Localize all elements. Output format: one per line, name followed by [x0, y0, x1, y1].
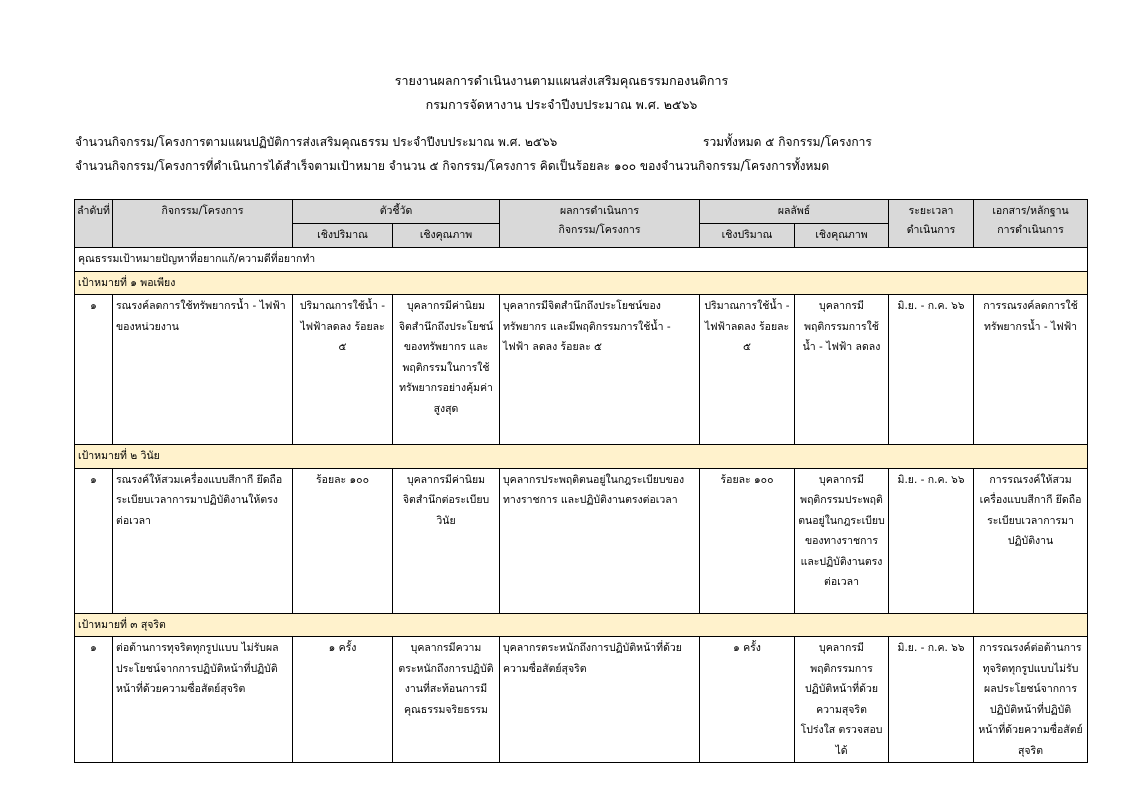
report-title: รายงานผลการดำเนินงานตามแผนส่งเสริมคุณธรรมกองนติการ: [394, 73, 729, 88]
goal-row: [75, 613, 1088, 637]
header-outcome-qty: เชิงปริมาณ: [700, 224, 795, 248]
cell-indicator-qty: ๑ ครั้ง: [293, 637, 393, 763]
cell-activity: ต่อต้านการทุจริตทุกรูปแบบ ไม่รับผลประโยชน์จากการปฏิบัติหน้าที่ปฏิบัติหน้าที่ด้วยความซื่อสัตย์สุจริต: [113, 637, 293, 763]
cell-evidence: การรณรงค์ลดการใช้ทรัพยากรน้ำ - ไฟฟ้า: [974, 295, 1088, 445]
table-row: [75, 468, 1088, 613]
header-period: ระยะเวลา ดำเนินการ: [889, 200, 974, 248]
cell-no: ๑: [75, 637, 113, 763]
cell-period: มิ.ย. - ก.ค. ๖๖: [889, 468, 974, 613]
cell-outcome-qty: ๑ ครั้ง: [700, 637, 795, 763]
header-no: ลำดับที่: [75, 200, 113, 248]
header-performance: ผลการดำเนินการ กิจกรรม/โครงการ: [500, 200, 700, 248]
header-indicator: ตัวชี้วัด: [293, 200, 500, 224]
report-subtitle: กรมการจัดหางาน ประจำปีงบประมาณ พ.ศ. ๒๕๖๖: [425, 97, 698, 112]
cell-performance: บุคลากรมีจิตสำนึกถึงประโยชน์ของทรัพยากร และมีพฤติกรรมการใช้น้ำ - ไฟฟ้า ลดลง ร้อยละ ๕: [500, 295, 700, 445]
cell-outcome-qty: ร้อยละ ๑๐๐: [700, 468, 795, 613]
cell-no: ๑: [75, 295, 113, 445]
cell-indicator-qty: ร้อยละ ๑๐๐: [293, 468, 393, 613]
cell-indicator-qty: ปริมาณการใช้น้ำ - ไฟฟ้าลดลง ร้อยละ ๕: [293, 295, 393, 445]
cell-period: มิ.ย. - ก.ค. ๖๖: [889, 637, 974, 763]
header-outcome-qual: เชิงคุณภาพ: [795, 224, 889, 248]
cell-no: ๑: [75, 468, 113, 613]
goal-label: เป้าหมายที่ ๓ สุจริต: [75, 613, 1088, 637]
cell-activity: รณรงค์ลดการใช้ทรัพยากรน้ำ - ไฟฟ้า ของหน่วยงาน: [113, 295, 293, 445]
cell-evidence: การรณรงค์ต่อต้านการทุจริตทุกรูปแบบไม่รับผลประโยชน์จากการปฏิบัติหน้าที่ปฏิบัติหน้าที่ด้วยความซื่อสัตย์สุจริต: [974, 637, 1088, 763]
cell-outcome-qual: บุคลากรมีพฤติกรรมการใช้น้ำ - ไฟฟ้า ลดลง: [795, 295, 889, 445]
cell-indicator-qual: บุคลากรมีค่านิยม จิตสำนึกต่อระเบียบวินัย: [393, 468, 500, 613]
table-row: [75, 637, 1088, 763]
cell-outcome-qty: ปริมาณการใช้น้ำ - ไฟฟ้าลดลง ร้อยละ ๕: [700, 295, 795, 445]
summary-total-activities: จำนวนกิจกรรม/โครงการตามแผนปฏิบัติการส่งเสริมคุณธรรม ประจำปีงบประมาณ พ.ศ. ๒๕๖๖: [75, 135, 558, 149]
goal-row: [75, 445, 1088, 469]
header-indicator-qual: เชิงคุณภาพ: [393, 224, 500, 248]
cell-evidence: การรณรงค์ให้สวมเครื่องแบบสีกากี ยึดถือระเบียบเวลาการมาปฏิบัติงาน: [974, 468, 1088, 613]
header-evidence: เอกสาร/หลักฐาน การดำเนินการ: [974, 200, 1088, 248]
cell-period: มิ.ย. - ก.ค. ๖๖: [889, 295, 974, 445]
cell-performance: บุคลากรประพฤติตนอยู่ในกฎระเบียบของทางราชการ และปฏิบัติงานตรงต่อเวลา: [500, 468, 700, 613]
table-row: [75, 295, 1088, 445]
goal-label: เป้าหมายที่ ๒ วินัย: [75, 445, 1088, 469]
cell-outcome-qual: บุคลากรมีพฤติกรรมประพฤติตนอยู่ในกฎระเบียบของทางราชการและปฏิบัติงานตรงต่อเวลา: [795, 468, 889, 613]
goal-label: เป้าหมายที่ ๑ พอเพียง: [75, 271, 1088, 295]
cell-activity: รณรงค์ให้สวมเครื่องแบบสีกากี ยึดถือระเบียบเวลาการมาปฏิบัติงานให้ตรงต่อเวลา: [113, 468, 293, 613]
section-label: คุณธรรมเป้าหมายปัญหาที่อยากแก้/ความดีที่อยากทำ: [75, 248, 1088, 272]
cell-indicator-qual: บุคลากรมีความตระหนักถึงการปฏิบัติงานที่สะท้อนการมีคุณธรรมจริยธรรม: [393, 637, 500, 763]
cell-indicator-qual: บุคลากรมีค่านิยม จิตสำนึกถึงประโยชน์ของทรัพยากร และพฤติกรรมในการใช้ทรัพยากรอย่างคุ้มค่าสูงสุด: [393, 295, 500, 445]
header-indicator-qty: เชิงปริมาณ: [293, 224, 393, 248]
goal-row: [75, 271, 1088, 295]
header-activity: กิจกรรม/โครงการ: [113, 200, 293, 248]
header-outcome: ผลลัพธ์: [700, 200, 889, 224]
summary-completed-activities: จำนวนกิจกรรม/โครงการที่ดำเนินการได้สำเร็จตามเป้าหมาย จำนวน ๕ กิจกรรม/โครงการ คิดเป็นร้อยละ ๑๐๐ ของจำนวนกิจกรรม/โครงการทั้งหมด: [75, 159, 830, 173]
cell-performance: บุคลากรตระหนักถึงการปฏิบัติหน้าที่ด้วยความซื่อสัตย์สุจริต: [500, 637, 700, 763]
cell-outcome-qual: บุคลากรมีพฤติกรรมการปฏิบัติหน้าที่ด้วยความสุจริต โปร่งใส ตรวจสอบได้: [795, 637, 889, 763]
summary-total-count: รวมทั้งหมด ๕ กิจกรรม/โครงการ: [703, 135, 872, 149]
report-table: [74, 199, 1088, 763]
section-row: [75, 248, 1088, 272]
